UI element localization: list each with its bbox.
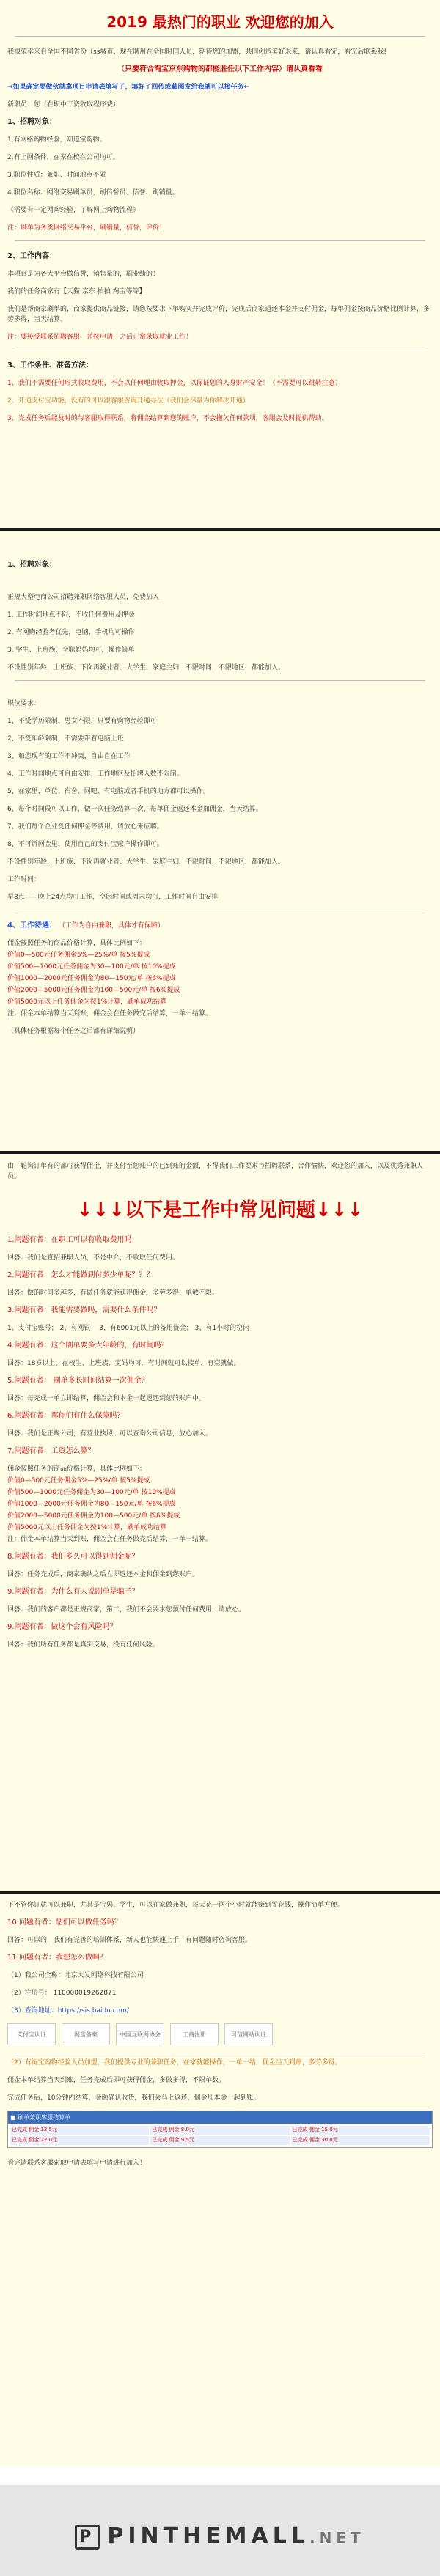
company-p2: （2）有淘宝购物经验人员加盟，我们提供专业的兼职任务，在家就能操作，一单一结，佣金当天到账，多劳多得。 (7, 2059, 342, 2067)
section-details (0, 531, 440, 1151)
req-5: 《需要有一定网购经验，了解网上购物流程》 (7, 207, 140, 214)
table-row: 已完成 佣金 30.0元 (291, 2136, 430, 2145)
heading-work: 2、工作内容： (7, 252, 56, 260)
company-a10: 回答：可以的，我们有完善的培训体系，新人也能快速上手，有问题随时咨询客服。 (7, 1937, 252, 1944)
work-2: 我们的任务商家有【天猫 京东 拍拍 淘宝等等】 (7, 288, 146, 295)
footer (0, 2485, 440, 2576)
cond-2: 2、开通支付宝功能，没有的可以跟客服咨询开通办法（我们会尽量为你解决开通） (7, 397, 249, 405)
page-title: 2019 最热门的职业 欢迎您的加入 (106, 13, 334, 31)
faq-w6: 注：佣金本单结算当天到账，佣金会在任务做完后结算，一单一结算。 (7, 1536, 213, 1543)
note-1: 注：刷单为务类网络交易平台，刷销量，信誉，评价！ (7, 224, 166, 232)
time-heading: 工作时间： (7, 876, 41, 883)
s2-q3: 3、和您现有的工作不冲突，自由自在工作 (7, 753, 131, 760)
faq-a2: 回答：做的时间多越多，有做任务就能获得佣金，多劳多得，单数不限。 (7, 1289, 219, 1297)
faq-banner: ↓↓↓以下是工作中常见问题↓↓↓ (76, 1199, 364, 1221)
prompt-text: （只要符合淘宝京东购物的都能胜任以下工作内容）请认真看看 (117, 65, 323, 73)
faq-a6: 回答：我们是正规公司，有营业执照，可以查询公司信息，放心加入。 (7, 1430, 213, 1438)
brand-name: PINTHEMALL (107, 2523, 309, 2549)
faq-q10: 9.问题有者：做这个会有风险吗？ (7, 1623, 117, 1631)
faq-w1: 价值0—500元任务佣金5%—25%/单 按5%提成 (7, 1477, 150, 1484)
company-url-text: （3）查询地址：https://sis.baidu.com/ (7, 2007, 129, 2014)
faq-a3: 1、支付宝账号； 2、有网银； 3、有6001元以上的备用资金； 3、有1小时的空闲 (7, 1325, 250, 1332)
faq-q4: 4.问题有者：这个刷单要多大年龄的，有时间吗？ (7, 1342, 169, 1350)
settlement-table (7, 2111, 433, 2148)
cert-logo-trusted: 可信网站认证 (224, 2023, 273, 2045)
s2-requirements-heading: 职位要求： (7, 700, 41, 707)
req-3: 3.职位性质：兼职、时间地点不限 (7, 172, 106, 179)
s2-q5: 5、在家里、单位、宿舍、网吧、有电脑或者手机的地方都可以操作。 (7, 788, 210, 795)
faq-wage: 佣金按照任务的商品价格计算，具体比例如下： (7, 1465, 147, 1473)
pay-note: （具体任务根据每个任务之后都有详细说明） (7, 1028, 140, 1035)
company-q10: 10.问题有者：您们可以做任务吗？ (7, 1918, 122, 1927)
heading-targets: 1、招聘对象： (7, 118, 56, 126)
brand-tld: .NET (309, 2529, 365, 2547)
heading-targets-2: 1、招聘对象： (7, 561, 56, 569)
table-row: 已完成 佣金 22.0元 (10, 2136, 149, 2145)
s2-c1: 1. 工作时间地点不限，不收任何费用及押金 (7, 611, 135, 619)
faq-q6: 6.问题有者：那你们有什么保障吗？ (7, 1412, 125, 1420)
table-row: 已完成 佣金 15.0元 (291, 2126, 430, 2135)
pay-heading-note: （工作为自由兼职，具体才有保障） (58, 922, 164, 930)
s2-c3: 3. 学生、上班族、全职妈妈均可，操作简单 (7, 647, 135, 654)
pay-1: 佣金按照任务的商品价格计算，具体比例如下： (7, 940, 147, 947)
section-company (0, 1894, 440, 2466)
work-1: 本项目是为各大平台做信誉，销售量的，刷业绩的！ (7, 271, 160, 278)
faq-q1: 1.问题有者：在职工可以有收取费用吗 (7, 1236, 132, 1244)
s2-q7: 7、我们每个企业受任何押金等费用，请放心来应聘。 (7, 823, 164, 831)
req-2: 2.有上网条件，在家在校在公司均可。 (7, 154, 120, 161)
s2-intro: 正规大型电商公司招聘兼职网络客服人员，免费加入 (7, 594, 160, 601)
req-1: 1.有网络购物经验，知道宝购物。 (7, 136, 106, 144)
settlement-table-title: ■ 刷单兼职客服结算单 (8, 2111, 432, 2124)
divider (15, 240, 425, 241)
req-4: 4.职位名称：网络交易刷单员，刷信誉员、信誉、刷销量。 (7, 189, 179, 196)
company-p4: 完成任务后，10分钟内结算，金额确认收货，我们会马上返还，佣金加本金一起到账。 (7, 2094, 260, 2102)
intro-text: 我很荣幸来自全国不同省份（ss城市、现在聘用在全国时间人员，期待您的加盟，共同创造美好未来，请认真看完，看完后联系我! (7, 48, 386, 56)
faq-a10: 回答：我们所有任务都是真实交易，没有任何风险。 (7, 1641, 160, 1649)
faq-q5: 5.问题有者： 刷单多长时间结算一次佣金？ (7, 1377, 149, 1385)
s2-c2: 2. 有网购经验者优先，电脑、手机均可操作 (7, 629, 135, 636)
work-3: 我们是帮商家刷单的，商家提供商品链接，请您按要求下单购买并完成评价，完成后商家退还本金并支付佣金，每单佣金按商品价格比例计算，多劳多得，当天结算。 (7, 306, 430, 323)
s2-note2: 不设性别年龄，上班族、下岗再就业者、大学生、家庭主妇，不限时间，不限地区，都能加入。 (7, 858, 285, 866)
settlement-table-rows (8, 2124, 432, 2147)
faq-q9: 9.问题有者：为什么有人说刷单是骗子？ (7, 1588, 139, 1596)
s2-q4: 4、工作时间地点可自由安排，工作地区及招聘人数不限制。 (7, 770, 183, 778)
faq-w2: 价值500—1000元任务佣金为30—100元/单 按10%提成 (7, 1489, 176, 1496)
pay-7: 注：佣金本单结算当天到账，佣金会在任务做完后结算，一单一结算。 (7, 1010, 213, 1017)
faq-q3: 3.问题有者：我能需要做吗，需要什么条件吗？ (7, 1306, 161, 1314)
company-p3: 佣金本单结算当天到账，任务完成后即可获得佣金，多做多得，不限单数。 (7, 2077, 226, 2084)
table-row: 已完成 佣金 8.0元 (150, 2126, 289, 2135)
pay-heading-label: 4、工作待遇： (7, 921, 56, 930)
faq-a8: 回答：任务完成后，商家确认之后立即返还本金和佣金到您账户。 (7, 1571, 199, 1578)
faq-w5: 价值5000元以上任务佣金为按1%计算，刷单成功结算 (7, 1524, 167, 1531)
cert-logo-business: 工商注册 (170, 2023, 219, 2045)
time-text: 早8点——晚上24点均可工作，空闲时间或周末均可，工作时间自由安排 (7, 894, 219, 901)
s2-q8: 8、不可诉网金里，使用自己的支付宝账户操作即可。 (7, 841, 164, 848)
pay-4: 价值1000—2000元任务佣金为80—150元/单 按6%提成 (7, 975, 176, 982)
cert-logo-alipay: 支付宝认证 (7, 2023, 56, 2045)
cert-logo-police: 网监备案 (62, 2023, 110, 2045)
highlight-text: →如果确定要做伙就拿项目申请表填写了，填好了回传或截图发给我就可以接任务← (7, 84, 250, 91)
pay-2: 价值0—500元任务佣金5%—25%/单 按5%提成 (7, 952, 150, 959)
company-reg: （2）注册号： 110000019262871 (7, 1990, 117, 1997)
s2-q2: 2、不受年龄限制，不需要带着电脑上班 (7, 735, 124, 743)
faq-q8: 8.问题有者：我们多久可以得到佣金呢？ (7, 1553, 139, 1561)
company-name: （1）我公司全称：北京大发网络科技有限公司 (7, 1972, 144, 1979)
pin-icon: P (75, 2525, 100, 2550)
pay-5: 价值2000—5000元任务佣金为100—500元/单 按6%提成 (7, 987, 180, 994)
s2-note: 不设性别年龄，上班族、下岗再就业者、大学生、家庭主妇，不限时间，不限地区，都能加入。 (7, 664, 285, 671)
s2-q6: 6、每个时间段可以工作，做一次任务结算一次，每单佣金返还本金加佣金，当天结算。 (7, 806, 263, 813)
heading-conditions: 3、工作条件、准备方法： (7, 361, 93, 369)
pay-3: 价值500—1000元任务佣金为30—100元/单 按10%提成 (7, 963, 176, 971)
cert-logo-isc: 中国互联网协会 (116, 2023, 164, 2045)
final-text: 看完请联系客服索取申请表填写申请进行加入！ (7, 2160, 147, 2167)
cond-1: 1、我们不需要任何形式收取费用，不会以任何理由收取押金，以保证您的人身财产安全！（不需要可以跳转注意） (7, 380, 342, 387)
pay-heading (7, 921, 433, 931)
faq-a1: 回答：我们是直招兼职人员，不是中介，不收取任何费用。 (7, 1254, 180, 1262)
brand-watermark[interactable] (0, 2523, 440, 2550)
company-lead: 下不管你订就可以兼职，尤其是宝妈、学生，可以在家做兼职，每天花一两个小时就能赚到零花钱，操作简单方便。 (7, 1902, 345, 1909)
faq-w4: 价值2000—5000元任务佣金为100—500元/单 按6%提成 (7, 1512, 180, 1520)
section-intro (0, 0, 440, 528)
table-row: 已完成 佣金 12.5元 (10, 2126, 149, 2135)
cond-3: 3、完成任务后能及时的与客服取得联系，将佣金结算到您的账户，不会拖欠任何款项，客服会及时提供帮助。 (7, 415, 329, 422)
cert-logos (7, 2023, 433, 2045)
faq-q2: 2.问题有者：怎么才能做到付多少单呢？？？ (7, 1271, 154, 1279)
faq-w3: 价值1000—2000元任务佣金为80—150元/单 按6%提成 (7, 1501, 176, 1508)
note-2: 注：要接受联系招聘客服，并按申请，之后正常录取就业工作！ (7, 334, 193, 341)
company-q11: 11.问题有者：我想怎么做啊？ (7, 1954, 107, 1962)
section-faq (0, 1154, 440, 1891)
s2-q1: 1、不受学历限制，男女不限，只要有购物经验即可 (7, 718, 157, 725)
faq-q7: 7.问题有者：工资怎么算？ (7, 1447, 95, 1455)
divider (15, 680, 425, 681)
company-url (7, 2006, 433, 2016)
faq-a4: 回答：18岁以上，在校生、上班族、宝妈均可，有时间就可以接单，有空就做。 (7, 1360, 241, 1367)
newcomer-text: 新职员：您（在职中工资收取程序费） (7, 101, 120, 108)
faq-lead: 由，轮询订单有的都可获得佣金，并支付至您账户的已到账的金额，不得我们工作要求与招聘联系，合作愉快，欢迎您的加入，以及优秀兼职人员。 (7, 1163, 424, 1180)
faq-a9: 回答：我们的客户都是正规商家，第二，我们不会要求您预付任何费用，请放心。 (7, 1606, 246, 1613)
divider (15, 36, 425, 37)
faq-a5: 回答：每完成一单立即结算，佣金会和本金一起退还到您的账户中。 (7, 1395, 206, 1402)
table-row: 已完成 佣金 9.5元 (150, 2136, 289, 2145)
pay-6: 价值5000元以上任务佣金为按1%计算，刷单成功结算 (7, 998, 167, 1006)
